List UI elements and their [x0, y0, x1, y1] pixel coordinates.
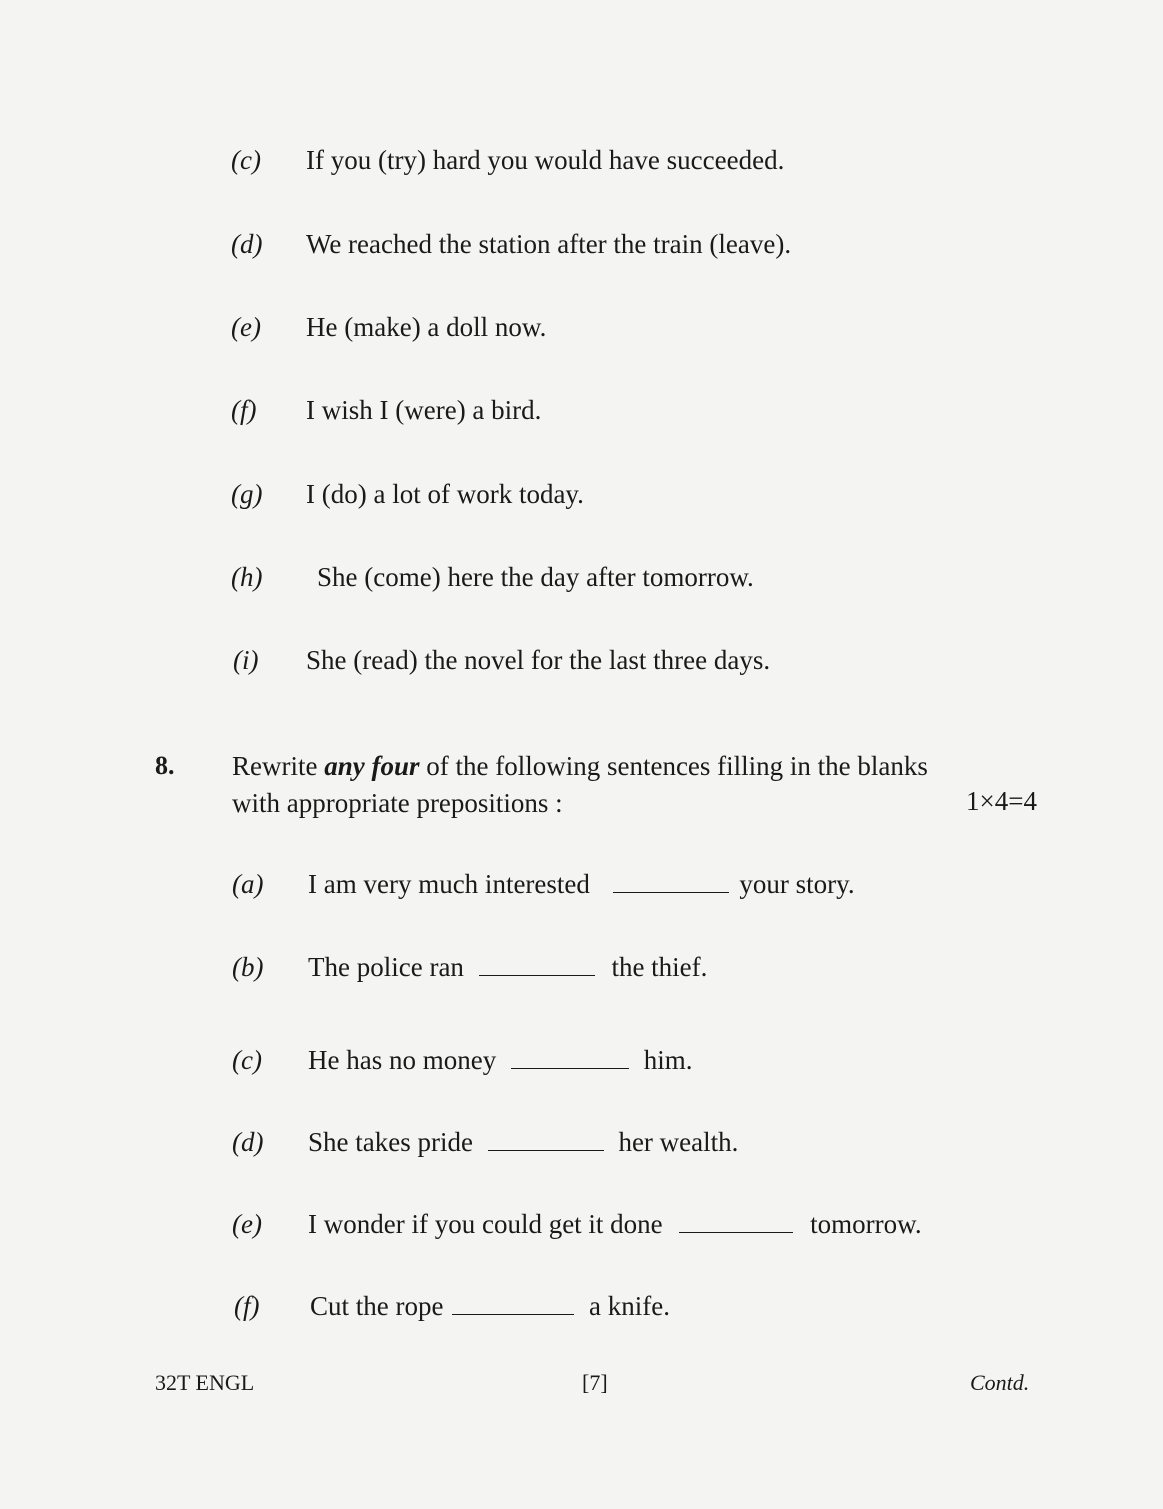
question-text-before: Rewrite	[232, 751, 325, 781]
item-label: (f)	[231, 395, 257, 425]
item-text	[308, 1126, 738, 1158]
item-text	[308, 1044, 692, 1076]
question-emphasis: any four	[324, 751, 420, 781]
item-text	[308, 868, 855, 900]
item-text: I wish I (were) a bird.	[306, 395, 542, 425]
item-label: (c)	[231, 145, 261, 175]
item-label: (a)	[232, 869, 264, 899]
question-line2: with appropriate prepositions :	[232, 788, 563, 818]
item-text-after: a knife.	[588, 1291, 670, 1321]
marks-label: 1×4=4	[966, 786, 1037, 816]
item-text-before: I am very much interested	[308, 869, 590, 899]
item-label: (g)	[231, 479, 263, 509]
item-text	[310, 1290, 670, 1322]
item-text-before: Cut the rope	[310, 1291, 444, 1321]
question-text-after: of the following sentences filling in the blanks	[419, 751, 928, 781]
question-number: 8.	[155, 751, 175, 780]
item-label: (i)	[233, 645, 259, 675]
item-text: He (make) a doll now.	[306, 312, 547, 342]
item-text-before: The police ran	[308, 952, 464, 982]
item-label: (d)	[231, 229, 263, 259]
item-text: She (read) the novel for the last three days.	[306, 645, 771, 675]
item-text	[308, 951, 707, 983]
item-text-before: I wonder if you could get it done	[308, 1209, 663, 1239]
item-text-after: the thief.	[611, 952, 708, 982]
item-label: (b)	[232, 952, 264, 982]
item-text-after: tomorrow.	[810, 1209, 922, 1239]
paper-code: 32T ENGL	[155, 1370, 255, 1395]
continued-label: Contd.	[970, 1370, 1030, 1395]
item-label: (d)	[232, 1127, 264, 1157]
answer-blank[interactable]	[679, 1210, 793, 1233]
item-text-before: She takes pride	[308, 1127, 473, 1157]
item-text: I (do) a lot of work today.	[306, 479, 584, 509]
answer-blank[interactable]	[488, 1128, 604, 1151]
item-text-before: He has no money	[308, 1045, 497, 1075]
item-text	[308, 1208, 922, 1240]
item-text-after: him.	[643, 1045, 693, 1075]
answer-blank[interactable]	[452, 1292, 574, 1315]
item-text: We reached the station after the train (leave).	[306, 229, 792, 259]
question-text	[232, 748, 1037, 822]
page-number: [7]	[582, 1370, 608, 1395]
answer-blank[interactable]	[511, 1046, 629, 1069]
question-8	[0, 748, 1163, 828]
item-text-after: her wealth.	[618, 1127, 739, 1157]
answer-blank[interactable]	[613, 870, 729, 893]
item-label: (e)	[231, 312, 261, 342]
item-text: She (come) here the day after tomorrow.	[317, 562, 754, 592]
item-label: (h)	[231, 562, 263, 592]
item-label: (c)	[232, 1045, 262, 1075]
item-label: (f)	[234, 1291, 260, 1321]
item-text-after: your story.	[739, 869, 855, 899]
item-label: (e)	[232, 1209, 262, 1239]
answer-blank[interactable]	[479, 953, 595, 976]
item-text: If you (try) hard you would have succeeded.	[306, 145, 785, 175]
